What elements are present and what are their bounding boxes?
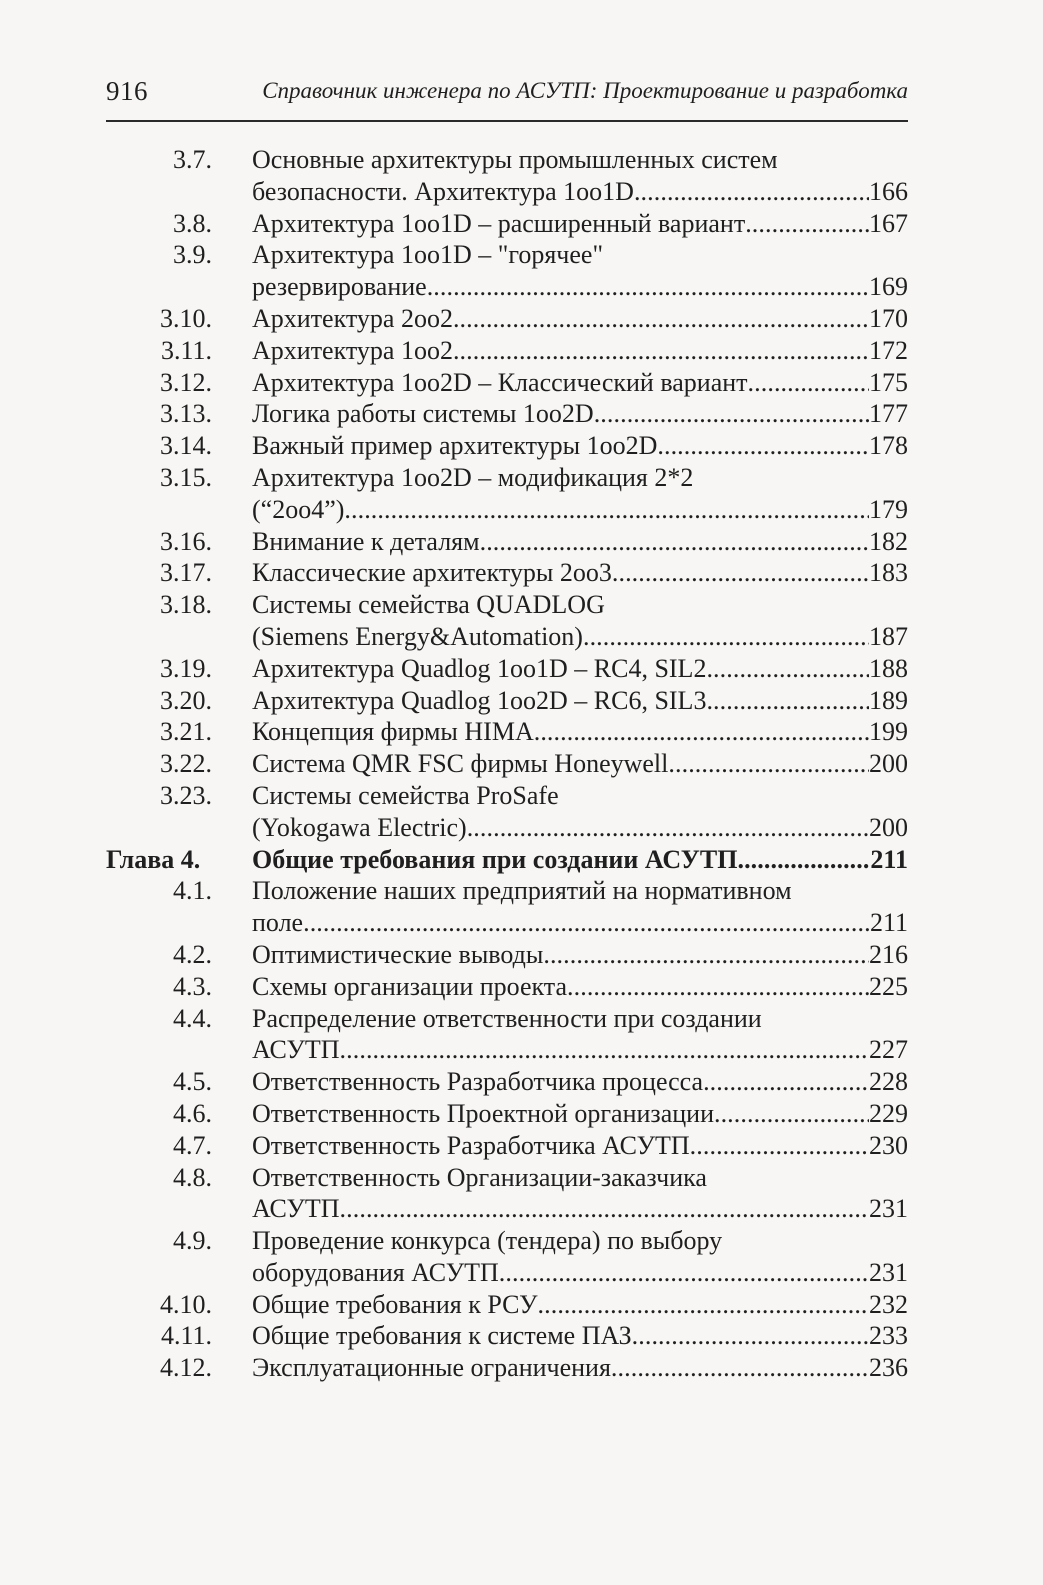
toc-entry-body (252, 1162, 908, 1226)
toc-entry-page: 227 (869, 1035, 908, 1065)
dot-leader (690, 1130, 869, 1162)
toc-entry-title: АСУТП (252, 1035, 340, 1065)
toc-entry-last-line (252, 1098, 908, 1130)
toc-entry-number: 3.16. (160, 526, 212, 556)
toc-entry-title-line: Системы семейства ProSafe (252, 780, 559, 810)
toc-entry-page: 232 (869, 1289, 908, 1319)
toc-entry-body (252, 1003, 908, 1067)
dot-leader (499, 1257, 869, 1289)
toc-entry-page: 200 (869, 749, 908, 779)
toc-entry (106, 208, 908, 240)
toc-entry-last-line (252, 1066, 908, 1098)
toc-entry (106, 1130, 908, 1162)
toc-entry-page: 172 (869, 335, 908, 365)
toc-entry-title: Общие требования к РСУ (252, 1289, 538, 1319)
dot-leader (543, 939, 869, 971)
toc-entry-title: Архитектура 1oo2 (252, 335, 453, 365)
toc-entry-body (252, 1130, 908, 1162)
toc-entry-title: оборудования АСУТП (252, 1257, 499, 1287)
toc-entry-body (252, 589, 908, 653)
toc-entry-page: 170 (869, 303, 908, 333)
toc-entry-body (252, 1066, 908, 1098)
toc-entry-title: АСУТП (252, 1194, 340, 1224)
toc-entry-page: 167 (869, 208, 908, 238)
toc-entry-body (252, 1320, 908, 1352)
toc-entry-body (252, 1225, 908, 1289)
toc-entry-title: Архитектура Quadlog 1oo2D – RC6, SIL3 (252, 685, 707, 715)
toc-entry (106, 239, 908, 303)
dot-leader (303, 907, 870, 939)
toc-entry-page: 188 (869, 653, 908, 683)
toc-entry-page: 225 (869, 971, 908, 1001)
toc-entry-body (252, 239, 908, 303)
toc-entry-title: Концепция фирмы HIMA (252, 717, 534, 747)
dot-leader (634, 176, 869, 208)
toc-entry-number: 4.7. (173, 1130, 212, 1160)
toc-entry-last-line (252, 685, 908, 717)
toc-chapter-entry (106, 844, 908, 876)
toc-entry-title: резервирование (252, 272, 427, 302)
toc-entry-last-line (252, 367, 908, 399)
dot-leader (453, 303, 869, 335)
toc-entry-title: Ответственность Проектной организации (252, 1098, 714, 1128)
toc-entry-title: Логика работы системы 1oo2D (252, 399, 594, 429)
toc-entry-last-line (252, 1257, 908, 1289)
toc-entry (106, 430, 908, 462)
toc-entry-body (252, 303, 908, 335)
toc-entry-last-line (252, 271, 908, 303)
toc-entry (106, 748, 908, 780)
toc-entry-title: (Siemens Energy&Automation) (252, 621, 583, 651)
dot-leader (567, 971, 869, 1003)
toc-entry-body (252, 335, 908, 367)
toc-entry-last-line (252, 430, 908, 462)
toc-entry (106, 875, 908, 939)
toc-entry-page: 230 (869, 1130, 908, 1160)
toc-entry (106, 1352, 908, 1384)
dot-leader (467, 812, 869, 844)
toc-entry-title-line: Распределение ответственности при создании (252, 1003, 762, 1033)
dot-leader (668, 748, 869, 780)
dot-leader (632, 1320, 869, 1352)
toc-entry-last-line (252, 716, 908, 748)
toc-entry-page: 229 (869, 1098, 908, 1128)
dot-leader (706, 685, 869, 717)
toc-entry-number: 4.10. (160, 1289, 212, 1319)
toc-entry (106, 589, 908, 653)
toc-entry-number: 3.14. (160, 431, 212, 461)
toc-entry-title: Ответственность Разработчика АСУТП (252, 1130, 690, 1160)
toc-entry-title: Архитектура Quadlog 1oo1D – RC4, SIL2 (252, 653, 707, 683)
toc-entry-number: 4.11. (160, 1321, 212, 1351)
dot-leader (340, 1193, 869, 1225)
toc-entry-body (252, 939, 908, 971)
toc-entry (106, 939, 908, 971)
toc-entry-page: 200 (869, 812, 908, 842)
toc-entry-last-line (252, 1193, 908, 1225)
toc-entry (106, 653, 908, 685)
toc-entry (106, 971, 908, 1003)
dot-leader (427, 271, 869, 303)
toc-entry-body (252, 875, 908, 939)
toc-entry-title-line: Проведение конкурса (тендера) по выбору (252, 1226, 723, 1256)
dot-leader (745, 208, 869, 240)
toc-entry-body (252, 398, 908, 430)
toc-entry-number: 3.7. (173, 145, 212, 174)
toc-entry-title: Классические архитектуры 2oo3 (252, 558, 612, 588)
toc-entry-number: 3.9. (173, 240, 212, 270)
toc-entry-title: Общие требования при создании АСУТП (252, 844, 738, 874)
toc-entry-body (252, 780, 908, 844)
toc-entry-last-line (252, 812, 908, 844)
toc-entry-page: 182 (869, 526, 908, 556)
toc-entry-last-line (252, 1130, 908, 1162)
toc-entry-page: 189 (869, 685, 908, 715)
toc-entry (106, 398, 908, 430)
toc-entry-title: Общие требования к системе ПАЗ (252, 1321, 632, 1351)
toc-entry-number: 3.8. (173, 208, 212, 238)
toc-entry-title: Оптимистические выводы (252, 939, 544, 969)
toc-entry-last-line (252, 1034, 908, 1066)
toc-entry-title: Архитектура 2oo2 (252, 303, 453, 333)
toc-entry-last-line (252, 653, 908, 685)
toc-entry-title: Архитектура 1oo2D – Классический вариант (252, 367, 748, 397)
toc-entry-page: 199 (869, 717, 908, 747)
toc-entry-body (252, 685, 908, 717)
toc-entry-title: Ответственность Разработчика процесса (252, 1067, 704, 1097)
toc-entry-page: 233 (869, 1321, 908, 1351)
toc-entry-last-line (252, 1320, 908, 1352)
toc-entry (106, 1003, 908, 1067)
toc-entry-number: 3.18. (160, 590, 212, 620)
dot-leader (340, 1034, 869, 1066)
toc-entry-body (252, 557, 908, 589)
toc-entry-body (252, 430, 908, 462)
toc-entry-number: 4.5. (173, 1067, 212, 1097)
dot-leader (534, 716, 869, 748)
toc-entry-page: 169 (869, 272, 908, 302)
toc-entry-last-line (252, 1289, 908, 1321)
toc-entry-number: 3.21. (160, 717, 212, 747)
toc-entry-number: 4.9. (173, 1226, 212, 1256)
dot-leader (612, 557, 869, 589)
toc-entry (106, 1162, 908, 1226)
toc-entry (106, 367, 908, 399)
page-number: 916 (106, 76, 148, 106)
toc-entry-title: (“2oo4”) (252, 494, 345, 524)
toc-entry-title: Схемы организации проекта (252, 971, 568, 1001)
toc-entry-page: 183 (869, 558, 908, 588)
toc-entry-title-line: Архитектура 1oo2D – модификация 2*2 (252, 462, 694, 492)
toc-entry (106, 780, 908, 844)
toc-entry (106, 335, 908, 367)
toc-entry-body (252, 716, 908, 748)
toc-entry-page: 236 (869, 1353, 908, 1383)
toc-entry-body (252, 653, 908, 685)
toc-entry-number: 4.12. (160, 1353, 212, 1383)
toc-entry-body (252, 208, 908, 240)
toc-entry-title-line: Основные архитектуры промышленных систем (252, 145, 778, 174)
dot-leader (657, 430, 869, 462)
toc-entry-number: 3.19. (160, 653, 212, 683)
toc-entry-last-line (252, 844, 908, 876)
toc-entry-page: 179 (869, 494, 908, 524)
toc-entry-last-line (252, 971, 908, 1003)
toc-entry (106, 1066, 908, 1098)
book-title: Справочник инженера по АСУТП: Проектирование и разработка (262, 78, 908, 103)
toc-entry-body (252, 1289, 908, 1321)
dot-leader (344, 494, 869, 526)
dot-leader (583, 621, 869, 653)
toc-entry-last-line (252, 748, 908, 780)
toc-entry (106, 1225, 908, 1289)
dot-leader (480, 526, 869, 558)
toc-entry-last-line (252, 1352, 908, 1384)
toc-entry-body (252, 367, 908, 399)
toc-entry-last-line (252, 303, 908, 335)
toc-entry-body (252, 971, 908, 1003)
toc-entry-title: Важный пример архитектуры 1oo2D (252, 431, 658, 461)
dot-leader (737, 844, 870, 876)
toc-entry-number: 3.17. (160, 558, 212, 588)
toc-entry-body (252, 748, 908, 780)
toc-entry-last-line (252, 208, 908, 240)
toc-entry (106, 557, 908, 589)
toc-entry-number: 4.4. (173, 1003, 212, 1033)
toc-entry-number: 3.10. (160, 303, 212, 333)
toc-entry-page: 187 (869, 621, 908, 651)
toc-entry-page: 166 (869, 176, 908, 206)
toc-entry-title: (Yokogawa Electric) (252, 812, 467, 842)
toc-entry (106, 462, 908, 526)
toc-entry-number: 3.20. (160, 685, 212, 715)
toc-entry-number: 4.2. (173, 939, 212, 969)
toc-entry-title: Эксплуатационные ограничения (252, 1353, 611, 1383)
toc-entry-page: 231 (869, 1194, 908, 1224)
dot-leader (453, 335, 869, 367)
toc-entry-number: 4.6. (173, 1098, 212, 1128)
toc-entry-body (252, 144, 908, 208)
toc-entry-number: 3.11. (160, 335, 212, 365)
toc-entry-number: 3.23. (160, 780, 212, 810)
dot-leader (538, 1289, 869, 1321)
toc-entry-number: Глава 4. (106, 844, 201, 874)
toc-entry-body (252, 462, 908, 526)
toc-entry-number: 3.15. (160, 462, 212, 492)
toc-entry-title-line: Положение наших предприятий на нормативном (252, 876, 792, 906)
toc-entry (106, 526, 908, 558)
toc-entry-page: 211 (870, 844, 908, 874)
toc-entry-page: 177 (869, 399, 908, 429)
toc-entry (106, 1098, 908, 1130)
toc-entry-page: 228 (869, 1067, 908, 1097)
toc-entry-page: 231 (869, 1257, 908, 1287)
header-rule (106, 120, 908, 122)
toc-entry-title-line: Системы семейства QUADLOG (252, 590, 605, 620)
toc-entry-title: поле (252, 908, 304, 938)
dot-leader (748, 367, 869, 399)
toc-entry-number: 4.1. (173, 876, 212, 906)
toc-entry (106, 685, 908, 717)
toc-entry-title-line: Ответственность Организации-заказчика (252, 1162, 707, 1192)
toc-entry (106, 1289, 908, 1321)
dot-leader (703, 1066, 869, 1098)
toc-entry-number: 4.8. (173, 1162, 212, 1192)
toc-entry-title: безопасности. Архитектура 1oo1D (252, 176, 634, 206)
toc-entry (106, 716, 908, 748)
toc-entry-number: 3.13. (160, 399, 212, 429)
toc-entry-last-line (252, 621, 908, 653)
dot-leader (706, 653, 869, 685)
toc-entry-page: 216 (869, 939, 908, 969)
dot-leader (594, 398, 869, 430)
toc-entry-last-line (252, 494, 908, 526)
toc-entry-title: Система QMR FSC фирмы Honeywell (252, 749, 669, 779)
dot-leader (714, 1098, 869, 1130)
toc-entry-number: 3.12. (160, 367, 212, 397)
toc-entry-body (252, 844, 908, 876)
toc-entry (106, 144, 908, 208)
toc-entry-last-line (252, 398, 908, 430)
toc-entry-last-line (252, 907, 908, 939)
toc-entry (106, 1320, 908, 1352)
toc-entry-body (252, 526, 908, 558)
toc-entry-body (252, 1098, 908, 1130)
toc-entry-last-line (252, 176, 908, 208)
toc-entry-number: 3.22. (160, 749, 212, 779)
toc-entry (106, 303, 908, 335)
toc-entry-page: 175 (869, 367, 908, 397)
table-of-contents (106, 144, 908, 1384)
toc-entry-number: 4.3. (173, 971, 212, 1001)
dot-leader (611, 1352, 869, 1384)
toc-entry-body (252, 1352, 908, 1384)
toc-entry-title-line: Архитектура 1oo1D – "горячее" (252, 240, 604, 270)
toc-entry-last-line (252, 335, 908, 367)
toc-entry-title: Внимание к деталям (252, 526, 480, 556)
toc-entry-page: 178 (869, 431, 908, 461)
toc-entry-last-line (252, 939, 908, 971)
toc-entry-last-line (252, 557, 908, 589)
toc-entry-page: 211 (869, 908, 908, 938)
toc-entry-last-line (252, 526, 908, 558)
toc-entry-title: Архитектура 1oo1D – расширенный вариант (252, 208, 746, 238)
running-header (106, 68, 908, 118)
